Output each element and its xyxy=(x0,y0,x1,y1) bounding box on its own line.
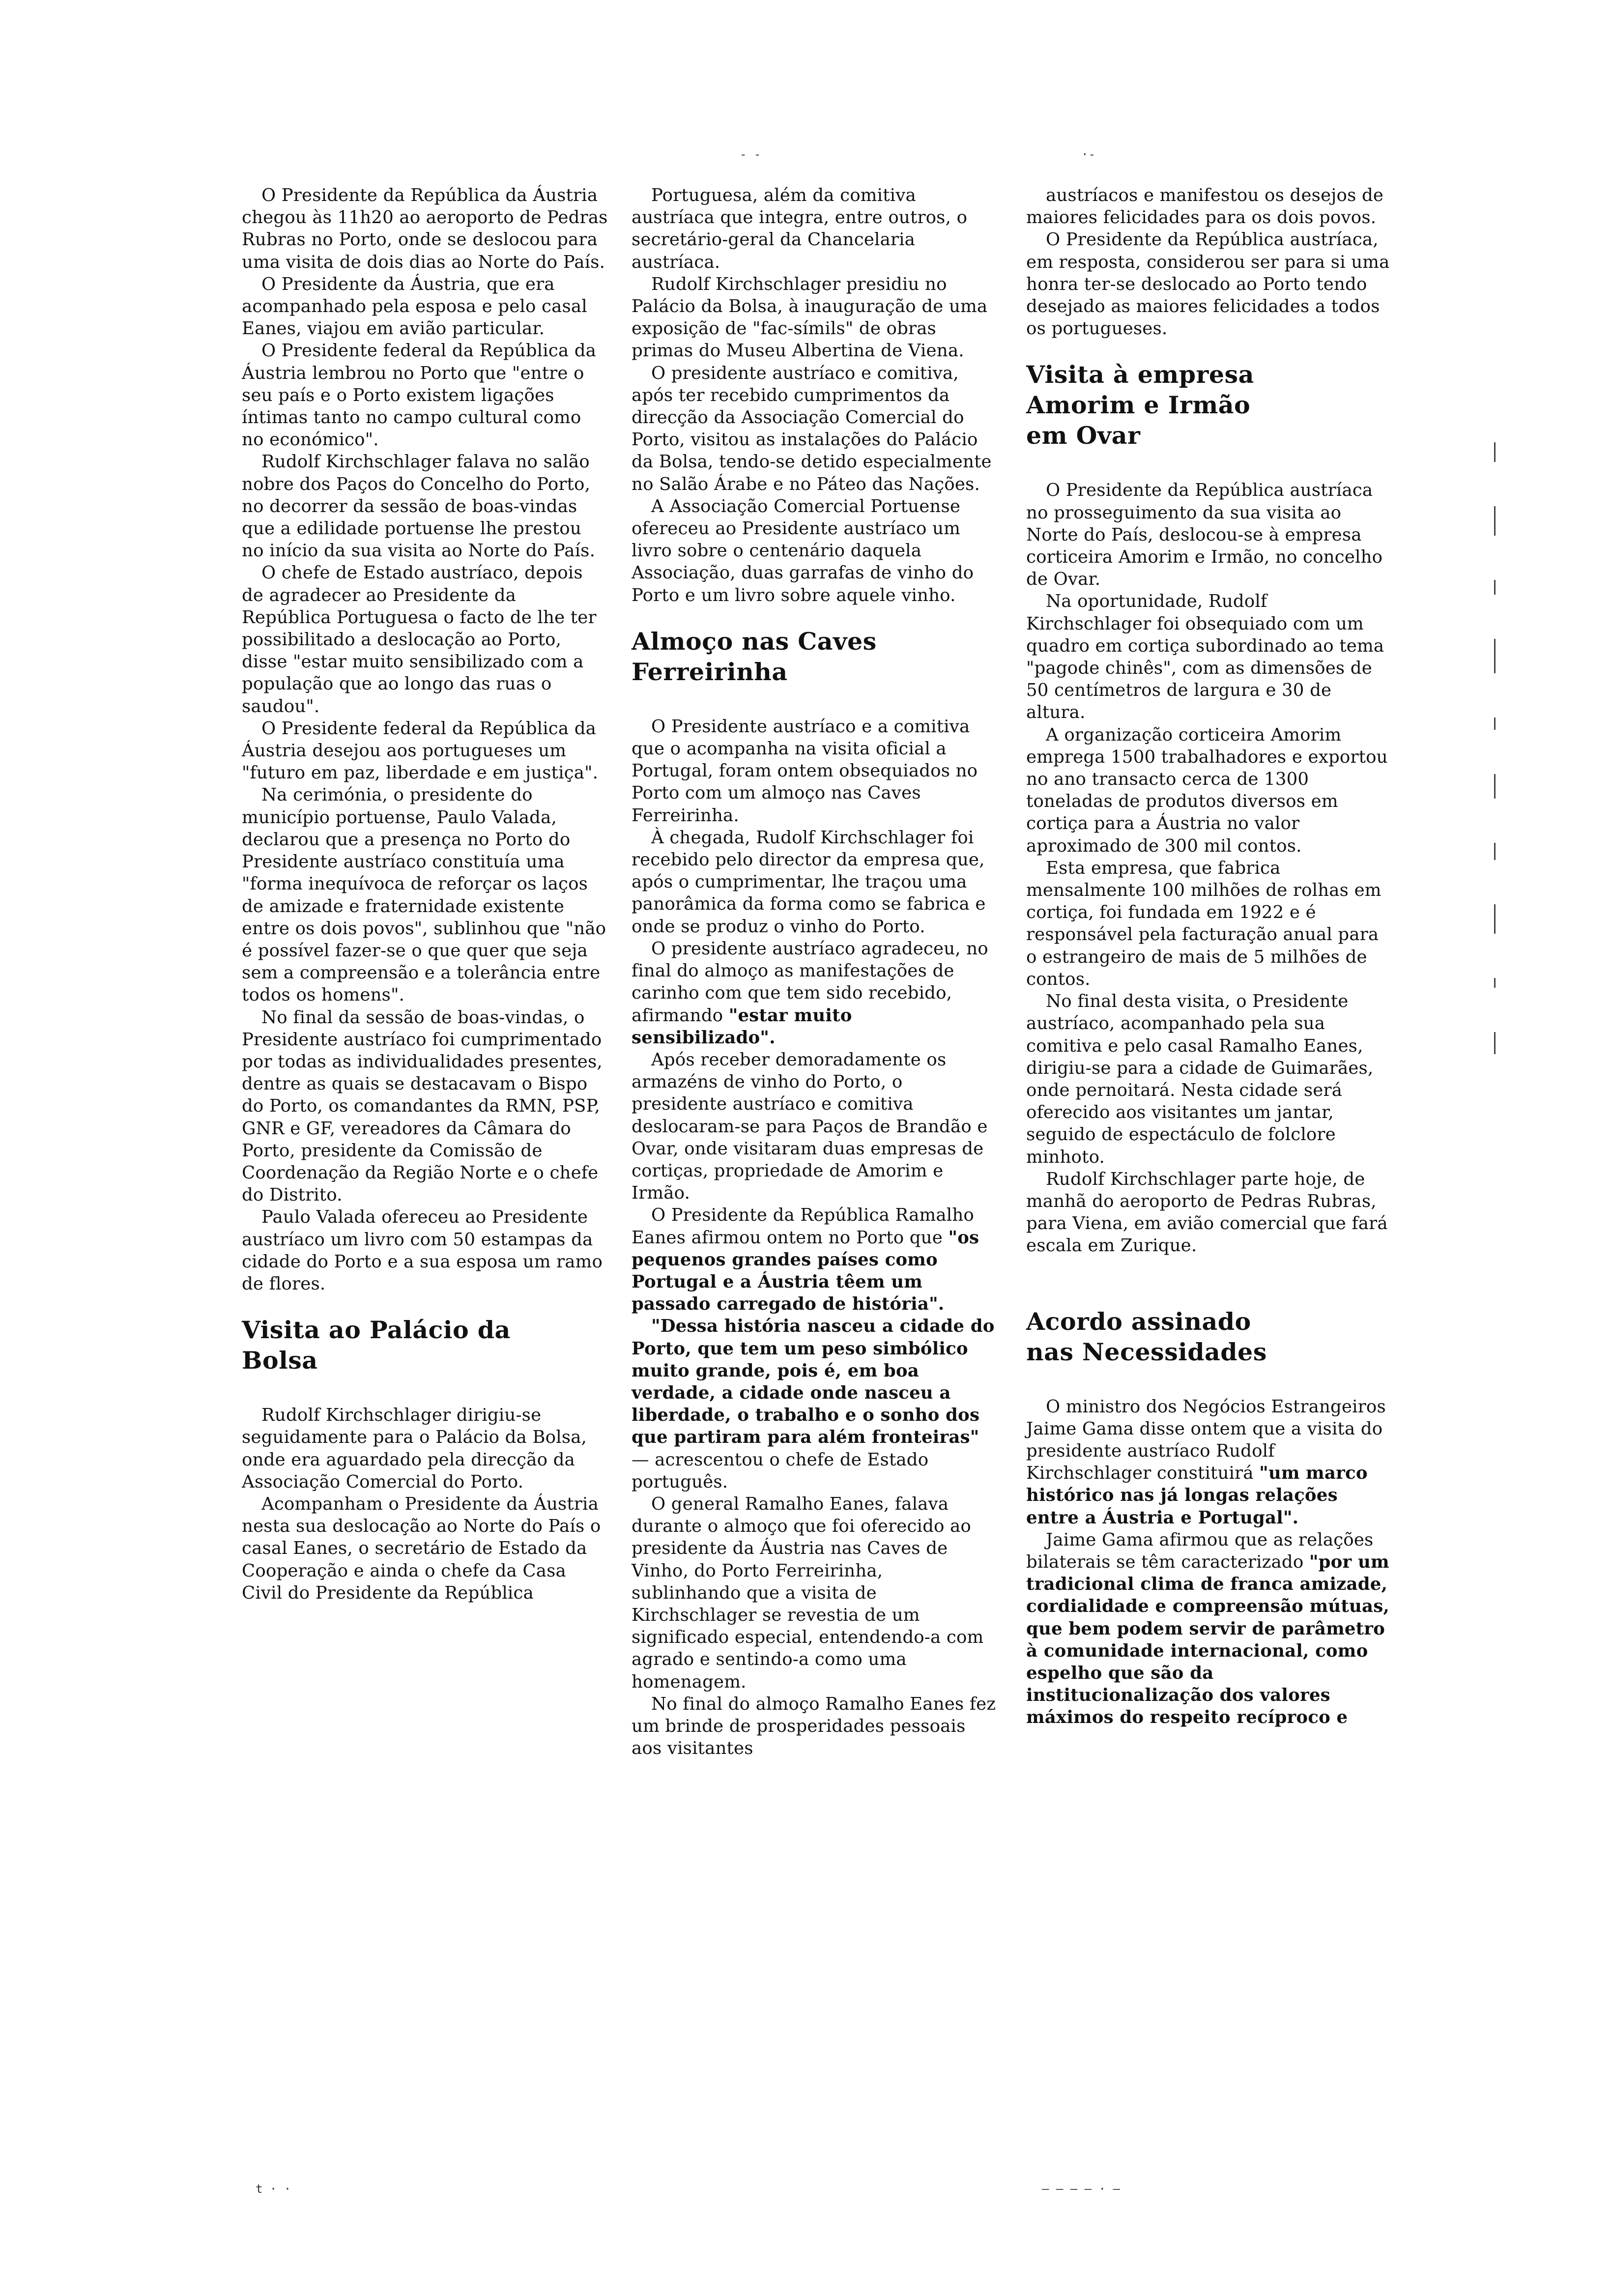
col3-p10-text: Jaime Gama afirmou que as relações bilaterais se têm caracterizado xyxy=(1026,1529,1374,1572)
col2-paragraph-5: O Presidente austríaco e a comitiva que o acompanha na visita oficial a Portugal, foram ontem obsequiados no Porto com um almoço nas Caves Ferreirinha. xyxy=(632,716,978,826)
col1-paragraph-8: No final da sessão de boas-vindas, o Presidente austríaco foi cumprimentado por todas as individualidades presentes, dentre as quais se destacavam o Bispo do Porto, os comandantes da RMN, PSP, GNR e GF, vereadores da Câmara do Porto, presidente da Comissão de Coordenação da Região Norte e o chefe do Distrito. xyxy=(242,1007,603,1205)
col2-p10-quote: "Dessa história nasceu a cidade do Porto, que tem um peso simbólico muito grande, pois é, em boa verdade, a cidade onde nasceu a liberdade, o trabalho e o sonho dos que partiram para além fronteiras" xyxy=(632,1316,995,1448)
col3-p9-quote: "um marco histórico nas já longas relações entre a Áustria e Portugal". xyxy=(1026,1463,1368,1528)
col2-paragraph-2: Rudolf Kirchschlager presidiu no Palácio da Bolsa, à inauguração de uma exposição de "fac-símils" de obras primas do Museu Albertina de Viena. xyxy=(632,274,988,361)
col2-p10-text: — acrescentou o chefe de Estado português. xyxy=(632,1449,929,1492)
col2-paragraph-9 xyxy=(632,1204,998,1315)
heading-visita-empresa-amorim: Visita à empresa Amorim e Irmão em Ovar xyxy=(1026,360,1254,450)
col3-paragraph-2: O Presidente da República austríaca, em resposta, considerou ser para si uma honra ter-se deslocado ao Porto tendo desejado as maiores felicidades a todos os portugueses. xyxy=(1026,230,1390,339)
col1-paragraph-5: O chefe de Estado austríaco, depois de agradecer ao Presidente da República Portuguesa o facto de lhe ter possibilitado a deslocação ao Porto, disse "estar muito sensibilizado com a população que ao longo das ruas o saudou". xyxy=(242,563,597,717)
column-2 xyxy=(632,184,998,1759)
bottom-right-mark: — — — — · — xyxy=(1042,2182,1120,2196)
heading-visita-palacio-bolsa: Visita ao Palácio da Bolsa xyxy=(242,1316,511,1375)
col3-paragraph-9 xyxy=(1026,1396,1392,1529)
col2-paragraph-4: A Associação Comercial Portuense ofereceu ao Presidente austríaco um livro sobre o centenário daquela Associação, duas garrafas de vinho do Porto e um livro sobre aquele vinho. xyxy=(632,496,974,605)
scan-edge-marks xyxy=(1494,442,1497,1098)
col2-p7-quote: "estar muito sensibilizado". xyxy=(632,1005,852,1048)
col3-paragraph-8: Rudolf Kirchschlager parte hoje, de manhã do aeroporto de Pedras Rubras, para Viena, em avião comercial que fará escala em Zurique. xyxy=(1026,1169,1388,1256)
col3-p9-text: O ministro dos Negócios Estrangeiros Jaime Gama disse ontem que a visita do presidente austríaco Rudolf Kirchschlager constituirá xyxy=(1026,1396,1386,1484)
column-1 xyxy=(242,184,608,1604)
col2-paragraph-10 xyxy=(632,1315,998,1493)
col2-p7-text: O presidente austríaco agradeceu, no final do almoço as manifestações de carinho com que tem sido recebido, afirmando xyxy=(632,938,988,1026)
heading-almoco-caves-ferreirinha: Almoço nas Caves Ferreirinha xyxy=(632,627,877,686)
col2-paragraph-11: O general Ramalho Eanes, falava durante o almoço que foi oferecido ao presidente da Áustria nas Caves de Vinho, do Porto Ferreirinha, sublinhando que a visita de Kirchschlager se revestia de um significado especial, entendendo-a com agrado e sentindo-a como uma homenagem. xyxy=(632,1493,984,1692)
col1-paragraph-1: O Presidente da República da Áustria chegou às 11h20 ao aeroporto de Pedras Rubras no Porto, onde se deslocou para uma visita de dois dias ao Norte do País. xyxy=(242,185,608,272)
col1-paragraph-2: O Presidente da Áustria, que era acompanhado pela esposa e pelo casal Eanes, viajou em avião particular. xyxy=(242,274,587,339)
col2-p9-text: O Presidente da República Ramalho Eanes afirmou ontem no Porto que xyxy=(632,1205,974,1248)
top-right-mark: ·- xyxy=(1081,147,1095,161)
col3-paragraph-7: No final desta visita, o Presidente austríaco, acompanhado pela sua comitiva e pelo casal Ramalho Eanes, dirigiu-se para a cidade de Guimarães, onde pernoitará. Nesta cidade será oferecido aos visitantes um jantar, seguido de espectáculo de folclore minhoto. xyxy=(1026,991,1374,1167)
col3-p10-quote: "por um tradicional clima de franca amizade, cordialidade e compreensão mútuas, que bem podem servir de parâmetro à comunidade internacional, como espelho que são da institucionalização dos valores máximos do respeito recíproco e xyxy=(1026,1551,1389,1728)
col1-paragraph-11: Acompanham o Presidente da Áustria nesta sua deslocação ao Norte do País o casal Eanes, o secretário de Estado da Cooperação e ainda o chefe da Casa Civil do Presidente da República xyxy=(242,1493,601,1603)
col3-paragraph-1: austríacos e manifestou os desejos de maiores felicidades para os dois povos. xyxy=(1026,185,1384,228)
col2-paragraph-8: Após receber demoradamente os armazéns de vinho do Porto, o presidente austríaco e comitiva deslocaram-se para Paços de Brandão e Ovar, onde visitaram duas empresas de cortiças, propriedade de Amorim e Irmão. xyxy=(632,1049,988,1204)
col2-paragraph-7 xyxy=(632,938,998,1049)
col2-p9-quote: "os pequenos grandes países como Portugal e a Áustria têem um passado carregado de história". xyxy=(632,1227,979,1315)
col3-paragraph-3: O Presidente da República austríaca no prosseguimento da sua visita ao Norte do País, deslocou-se à empresa corticeira Amorim e Irmão, no concelho de Ovar. xyxy=(1026,480,1383,590)
heading-acordo-necessidades: Acordo assinado nas Necessidades xyxy=(1026,1307,1267,1366)
col2-paragraph-1: Portuguesa, além da comitiva austríaca que integra, entre outros, o secretário-geral da Chancelaria austríaca. xyxy=(632,185,968,272)
col1-paragraph-6: O Presidente federal da República da Áustria desejou aos portugueses um "futuro em paz, liberdade e em justiça". xyxy=(242,718,599,783)
col3-paragraph-4: Na oportunidade, Rudolf Kirchschlager foi obsequiado com um quadro em cortiça subordinado ao tema "pagode chinês", com as dimensões de 50 centímetros de largura e 30 de altura. xyxy=(1026,591,1384,723)
col2-paragraph-12: No final do almoço Ramalho Eanes fez um brinde de prosperidades pessoais aos visitantes xyxy=(632,1693,996,1759)
top-center-mark: - - xyxy=(740,147,761,161)
bottom-left-mark: t · · xyxy=(256,2182,291,2196)
col1-paragraph-7: Na cerimónia, o presidente do município portuense, Paulo Valada, declarou que a presença no Porto do Presidente austríaco constituía uma "forma inequívoca de reforçar os laços de amizade e fraternidade existente entre os dois povos", sublinhou que "não é possível fazer-se o que quer que seja sem a compreensão e a tolerância entre todos os homens". xyxy=(242,785,606,1005)
column-3 xyxy=(1026,184,1392,1729)
col3-paragraph-10 xyxy=(1026,1529,1392,1729)
col1-paragraph-3: O Presidente federal da República da Áustria lembrou no Porto que "entre o seu país e o Porto existem ligações íntimas tanto no campo cultural como no económico". xyxy=(242,341,596,450)
col3-paragraph-6: Esta empresa, que fabrica mensalmente 100 milhões de rolhas em cortiça, foi fundada em 1922 e é responsável pela facturação anual para o estrangeiro de mais de 5 milhões de contos. xyxy=(1026,858,1382,989)
col1-paragraph-4: Rudolf Kirchschlager falava no salão nobre dos Paços do Concelho do Porto, no decorrer da sessão de boas-vindas que a edilidade portuense lhe prestou no início da sua visita ao Norte do País. xyxy=(242,452,596,561)
col2-paragraph-3: O presidente austríaco e comitiva, após ter recebido cumprimentos da direcção da Associação Comercial do Porto, visitou as instalações do Palácio da Bolsa, tendo-se detido especialmente no Salão Árabe e no Páteo das Nações. xyxy=(632,363,992,494)
col1-paragraph-9: Paulo Valada ofereceu ao Presidente austríaco um livro com 50 estampas da cidade do Porto e a sua esposa um ramo de flores. xyxy=(242,1207,603,1294)
col1-paragraph-10: Rudolf Kirchschlager dirigiu-se seguidamente para o Palácio da Bolsa, onde era aguardado pela direcção da Associação Comercial do Porto. xyxy=(242,1405,587,1492)
col2-paragraph-6: À chegada, Rudolf Kirchschlager foi recebido pelo director da empresa que, após o cumprimentar, lhe traçou uma panorâmica da forma como se fabrica e onde se produz o vinho do Porto. xyxy=(632,827,986,937)
col3-paragraph-5: A organização corticeira Amorim emprega 1500 trabalhadores e exportou no ano transacto cerca de 1300 toneladas de produtos diversos em cortiça para a Áustria no valor aproximado de 300 mil contos. xyxy=(1026,724,1388,856)
